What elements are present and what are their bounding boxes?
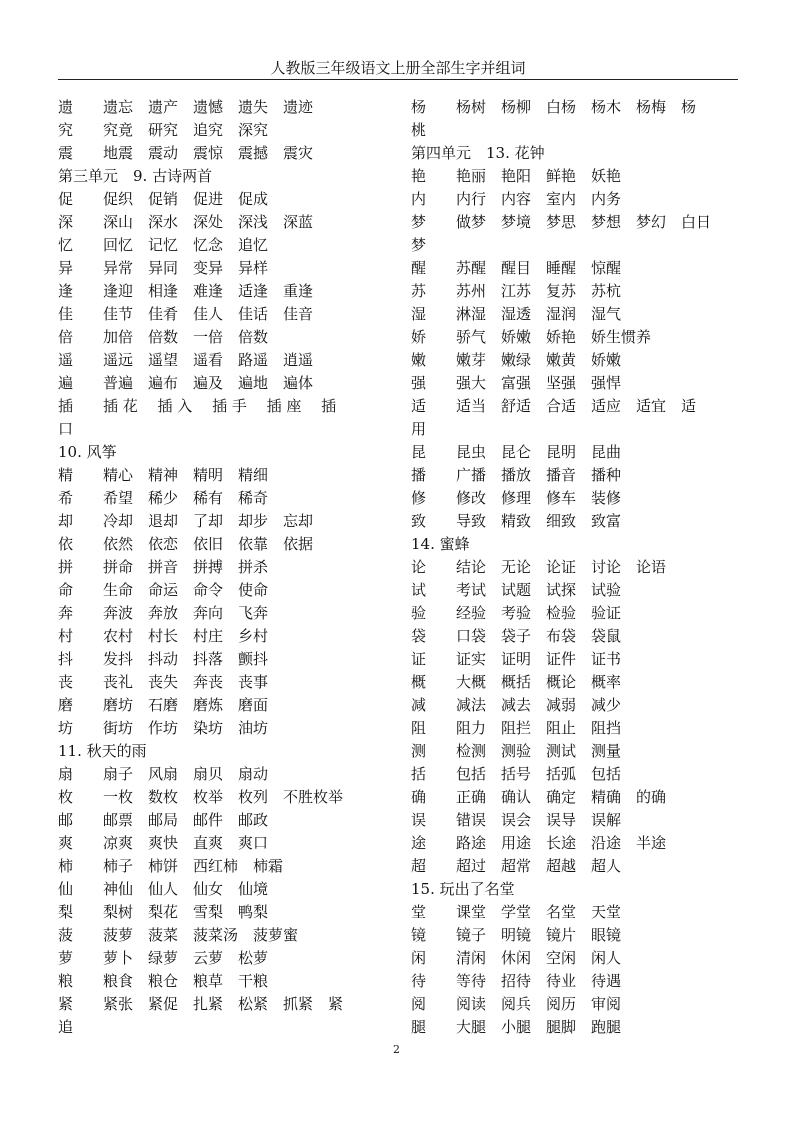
vocab-line: 菠 菠萝 菠菜 菠菜汤 菠萝蜜 [58,926,299,944]
vocab-line: 阅 阅读 阅兵 阅历 审阅 [411,995,622,1013]
vocab-line: 论 结论 无论 论证 讨论 论语 [411,558,667,576]
vocab-line: 遍 普遍 遍布 遍及 遍地 遍体 [58,374,314,392]
vocab-line: 堂 课堂 学堂 名堂 天堂 [411,903,622,921]
vocab-line: 枚 一枚 数枚 枚举 枚列 不胜枚举 [58,788,344,806]
page-header-title: 人教版三年级语文上册全部生字并组词 [270,59,526,77]
vocab-line: 希 希望 稀少 稀有 稀奇 [58,489,269,507]
vocab-line: 湿 淋湿 湿透 湿润 湿气 [411,305,622,323]
vocab-line: 第三单元 9. 古诗两首 [58,167,213,185]
vocab-line: 第四单元 13. 花钟 [411,144,545,162]
vocab-line: 袋 口袋 袋子 布袋 袋鼠 [411,627,622,645]
vocab-line: 10. 风筝 [58,443,117,461]
vocab-line: 试 考试 试题 试探 试验 [411,581,622,599]
vocab-line: 萝 萝卜 绿萝 云萝 松萝 [58,949,269,967]
vocab-line: 测 检测 测验 测试 测量 [411,742,622,760]
vocab-line: 精 精心 精神 精明 精细 [58,466,269,484]
vocab-line: 苏 苏州 江苏 复苏 苏杭 [411,282,622,300]
vocab-line: 遥 遥远 遥望 遥看 路遥 逍遥 [58,351,314,369]
vocab-line: 村 农村 村长 村庄 乡村 [58,627,269,645]
vocab-line: 昆 昆虫 昆仑 昆明 昆曲 [411,443,622,461]
vocab-line: 紧 紧张 紧促 扎紧 松紧 抓紧 紧 [58,995,344,1013]
vocab-line: 爽 凉爽 爽快 直爽 爽口 [58,834,269,852]
vocab-line: 适 适当 舒适 合适 适应 适宜 适 [411,397,697,415]
vocab-line: 梦 [411,236,427,254]
vocab-line: 用 [411,420,427,438]
vocab-line: 修 修改 修理 修车 装修 [411,489,622,507]
vocab-line: 内 内行 内容 室内 内务 [411,190,622,208]
vocab-line: 追 [58,1018,74,1036]
vocab-line: 梨 梨树 梨花 雪梨 鸭梨 [58,903,269,921]
vocab-line: 14. 蜜蜂 [411,535,470,553]
vocab-line: 括 包括 括号 括弧 包括 [411,765,622,783]
vocab-line: 却 冷却 退却 了却 却步 忘却 [58,512,314,530]
vocab-line: 醒 苏醒 醒目 睡醒 惊醒 [411,259,622,277]
vocab-line: 阻 阻力 阻拦 阻止 阻挡 [411,719,622,737]
vocab-line: 镜 镜子 明镜 镜片 眼镜 [411,926,622,944]
vocab-line: 验 经验 考验 检验 验证 [411,604,622,622]
vocab-line: 坊 街坊 作坊 染坊 油坊 [58,719,269,737]
vocab-line: 误 错误 误会 误导 误解 [411,811,622,829]
vocab-line: 概 大概 概括 概论 概率 [411,673,622,691]
vocab-line: 途 路途 用途 长途 沿途 半途 [411,834,667,852]
vocab-line: 闲 清闲 休闲 空闲 闲人 [411,949,622,967]
vocab-line: 粮 粮食 粮仓 粮草 干粮 [58,972,269,990]
vocab-line: 倍 加倍 倍数 一倍 倍数 [58,328,269,346]
vocab-line: 震 地震 震动 震惊 震撼 震灾 [58,144,314,162]
vocab-line: 娇 骄气 娇嫩 娇艳 娇生惯养 [411,328,652,346]
vocab-line: 仙 神仙 仙人 仙女 仙境 [58,880,269,898]
vocab-line: 遗 遗忘 遗产 遗憾 遗失 遗迹 [58,98,314,116]
vocab-line: 超 超过 超常 超越 超人 [411,857,622,875]
vocab-line: 腿 大腿 小腿 腿脚 跑腿 [411,1018,622,1036]
vocab-line: 佳 佳节 佳肴 佳人 佳话 佳音 [58,305,314,323]
vocab-line: 杨 杨树 杨柳 白杨 杨木 杨梅 杨 [411,98,697,116]
vocab-line: 确 正确 确认 确定 精确 的确 [411,788,667,806]
vocab-line: 15. 玩出了名堂 [411,880,515,898]
vocab-line: 播 广播 播放 播音 播种 [411,466,622,484]
vocab-line: 异 异常 异同 变异 异样 [58,259,269,277]
vocab-line: 艳 艳丽 艳阳 鲜艳 妖艳 [411,167,622,185]
vocab-line: 强 强大 富强 坚强 强悍 [411,374,622,392]
page-number: 2 [393,1043,400,1056]
vocab-line: 邮 邮票 邮局 邮件 邮政 [58,811,269,829]
vocab-line: 拼 拼命 拼音 拼搏 拼杀 [58,558,269,576]
vocab-line: 忆 回忆 记忆 忆念 追忆 [58,236,269,254]
vocab-line: 命 生命 命运 命令 使命 [58,581,269,599]
vocab-line: 减 减法 减去 减弱 减少 [411,696,622,714]
left-column [58,96,388,1039]
vocab-line: 磨 磨坊 石磨 磨炼 磨面 [58,696,269,714]
vocab-line: 逢 逢迎 相逢 难逢 适逢 重逢 [58,282,314,300]
vocab-line: 奔 奔波 奔放 奔向 飞奔 [58,604,269,622]
vocab-line: 促 促织 促销 促进 促成 [58,190,269,208]
vocab-line: 证 证实 证明 证件 证书 [411,650,622,668]
vocab-line: 桃 [411,121,427,139]
vocab-line: 待 等待 招待 待业 待遇 [411,972,622,990]
right-column [411,96,741,1039]
vocab-line: 抖 发抖 抖动 抖落 颤抖 [58,650,269,668]
vocab-line: 嫩 嫩芽 嫩绿 嫩黄 娇嫩 [411,351,622,369]
vocab-line: 致 导致 精致 细致 致富 [411,512,622,530]
vocab-line: 梦 做梦 梦境 梦思 梦想 梦幻 白日 [411,213,712,231]
vocab-line: 扇 扇子 风扇 扇贝 扇动 [58,765,269,783]
vocab-line: 丧 丧礼 丧失 奔丧 丧事 [58,673,269,691]
vocab-line: 11. 秋天的雨 [58,742,147,760]
header-divider [58,79,738,80]
vocab-line: 口 [58,420,74,438]
vocab-line: 究 究竟 研究 追究 深究 [58,121,269,139]
vocab-line: 插 插 花 插 入 插 手 插 座 插 [58,397,337,415]
vocab-line: 柿 柿子 柿饼 西红柿 柿霜 [58,857,284,875]
vocab-line: 深 深山 深水 深处 深浅 深蓝 [58,213,314,231]
vocab-line: 依 依然 依恋 依旧 依靠 依据 [58,535,314,553]
